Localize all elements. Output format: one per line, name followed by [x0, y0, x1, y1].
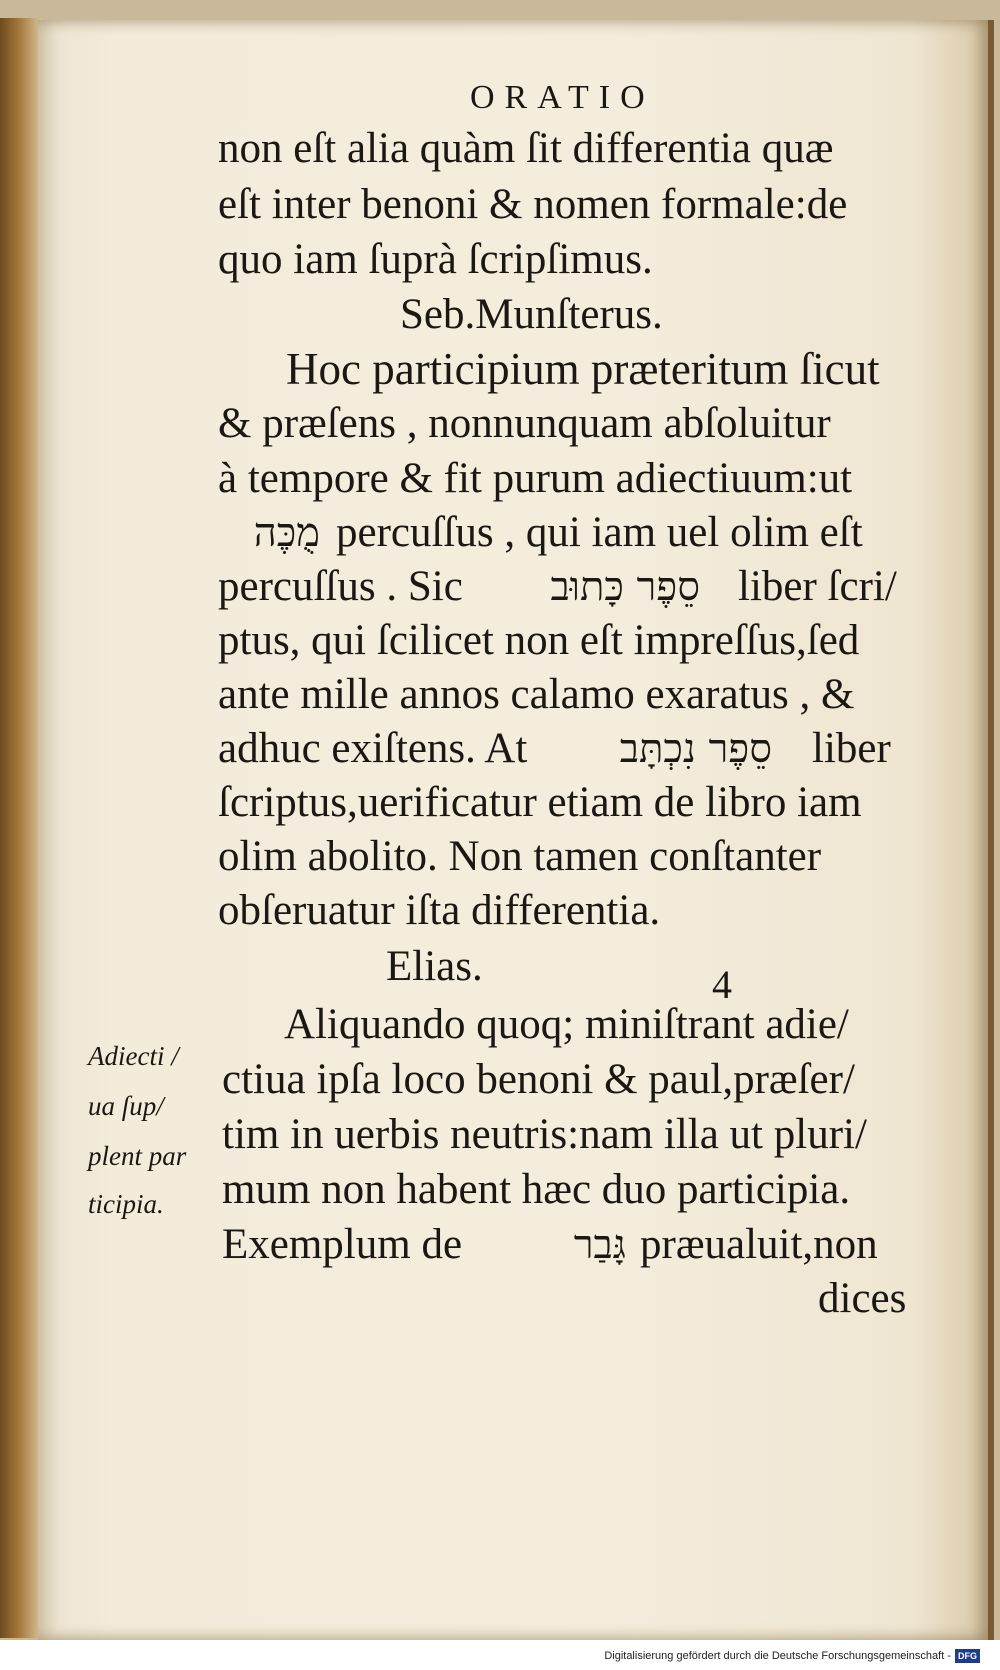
text-line-8: percuſſus , qui iam uel olim eſt: [336, 509, 863, 556]
margin-note-line-3: plent par: [88, 1141, 187, 1171]
text-line-9: percuſſus . Sic: [218, 563, 463, 610]
text-line-1: non eſt alia quàm ſit differentia quæ: [218, 125, 834, 172]
text-line-9b: liber ſcri/: [738, 563, 897, 610]
text-line-15: obſeruatur iſta differentia.: [218, 887, 661, 934]
catchword: dices: [818, 1275, 907, 1322]
hebrew-word-gavar: גָּבַר: [573, 1222, 626, 1268]
text-line-14: olim abolito. Non tamen conſtanter: [218, 833, 822, 880]
text-line-17: Aliquando quoq; miniſtrant adie/: [284, 1001, 849, 1048]
text-line-7: à tempore & fit purum adiectiuum:ut: [218, 455, 853, 502]
text-line-2: eſt inter benoni & nomen formale:de: [218, 181, 848, 228]
margin-note-line-4: ticipia.: [88, 1189, 164, 1219]
margin-note-line-1: Adiecti /: [88, 1041, 179, 1071]
text-line-19: tim in uerbis neutris:nam illa ut pluri/: [222, 1111, 867, 1158]
text-line-21b: præualuit,non: [640, 1221, 878, 1268]
text-line-6: & præſens , nonnunquam abſoluitur: [218, 400, 831, 447]
margin-note-line-2: ua ſup/: [88, 1091, 164, 1121]
hebrew-word-makeh: מֻכֶּה: [253, 510, 320, 556]
text-line-11: ante mille annos calamo exaratus , &: [218, 671, 855, 718]
text-line-10: ptus, qui ſcilicet non eſt impreſſus,ſed: [218, 617, 860, 664]
section-heading-munsterus: Seb.Munſterus.: [400, 291, 663, 338]
text-line-18: ctiua ipſa loco benoni & paul,præſer/: [222, 1056, 855, 1103]
credit-text: Digitalisierung gefördert durch die Deutsche Forschungsgemeinschaft -: [604, 1650, 951, 1662]
text-line-3: quo iam ſuprà ſcripſimus.: [218, 236, 653, 283]
hebrew-phrase-sefer-katuv: סֵפֶר כָּתוּב: [550, 564, 700, 610]
text-line-5: Hoc participium præteritum ſicut: [286, 344, 880, 394]
text-line-12: adhuc exiſtens. At: [218, 725, 528, 772]
text-line-13: ſcriptus,uerificatur etiam de libro iam: [218, 779, 862, 826]
section-heading-elias: Elias.: [386, 943, 483, 990]
hebrew-phrase-sefer-nikhtav: סֵפֶר נִכְתָּב: [619, 726, 772, 772]
folio-number: 4: [712, 962, 732, 1007]
running-head: ORATIO: [470, 79, 655, 116]
text-line-12b: liber: [812, 725, 891, 772]
digitization-credit: [604, 1649, 980, 1663]
text-line-20: mum non habent hæc duo participia.: [222, 1166, 851, 1213]
text-line-21: Exemplum de: [222, 1221, 463, 1268]
dfg-logo: DFG: [955, 1649, 980, 1663]
book-spine: [0, 18, 42, 1638]
